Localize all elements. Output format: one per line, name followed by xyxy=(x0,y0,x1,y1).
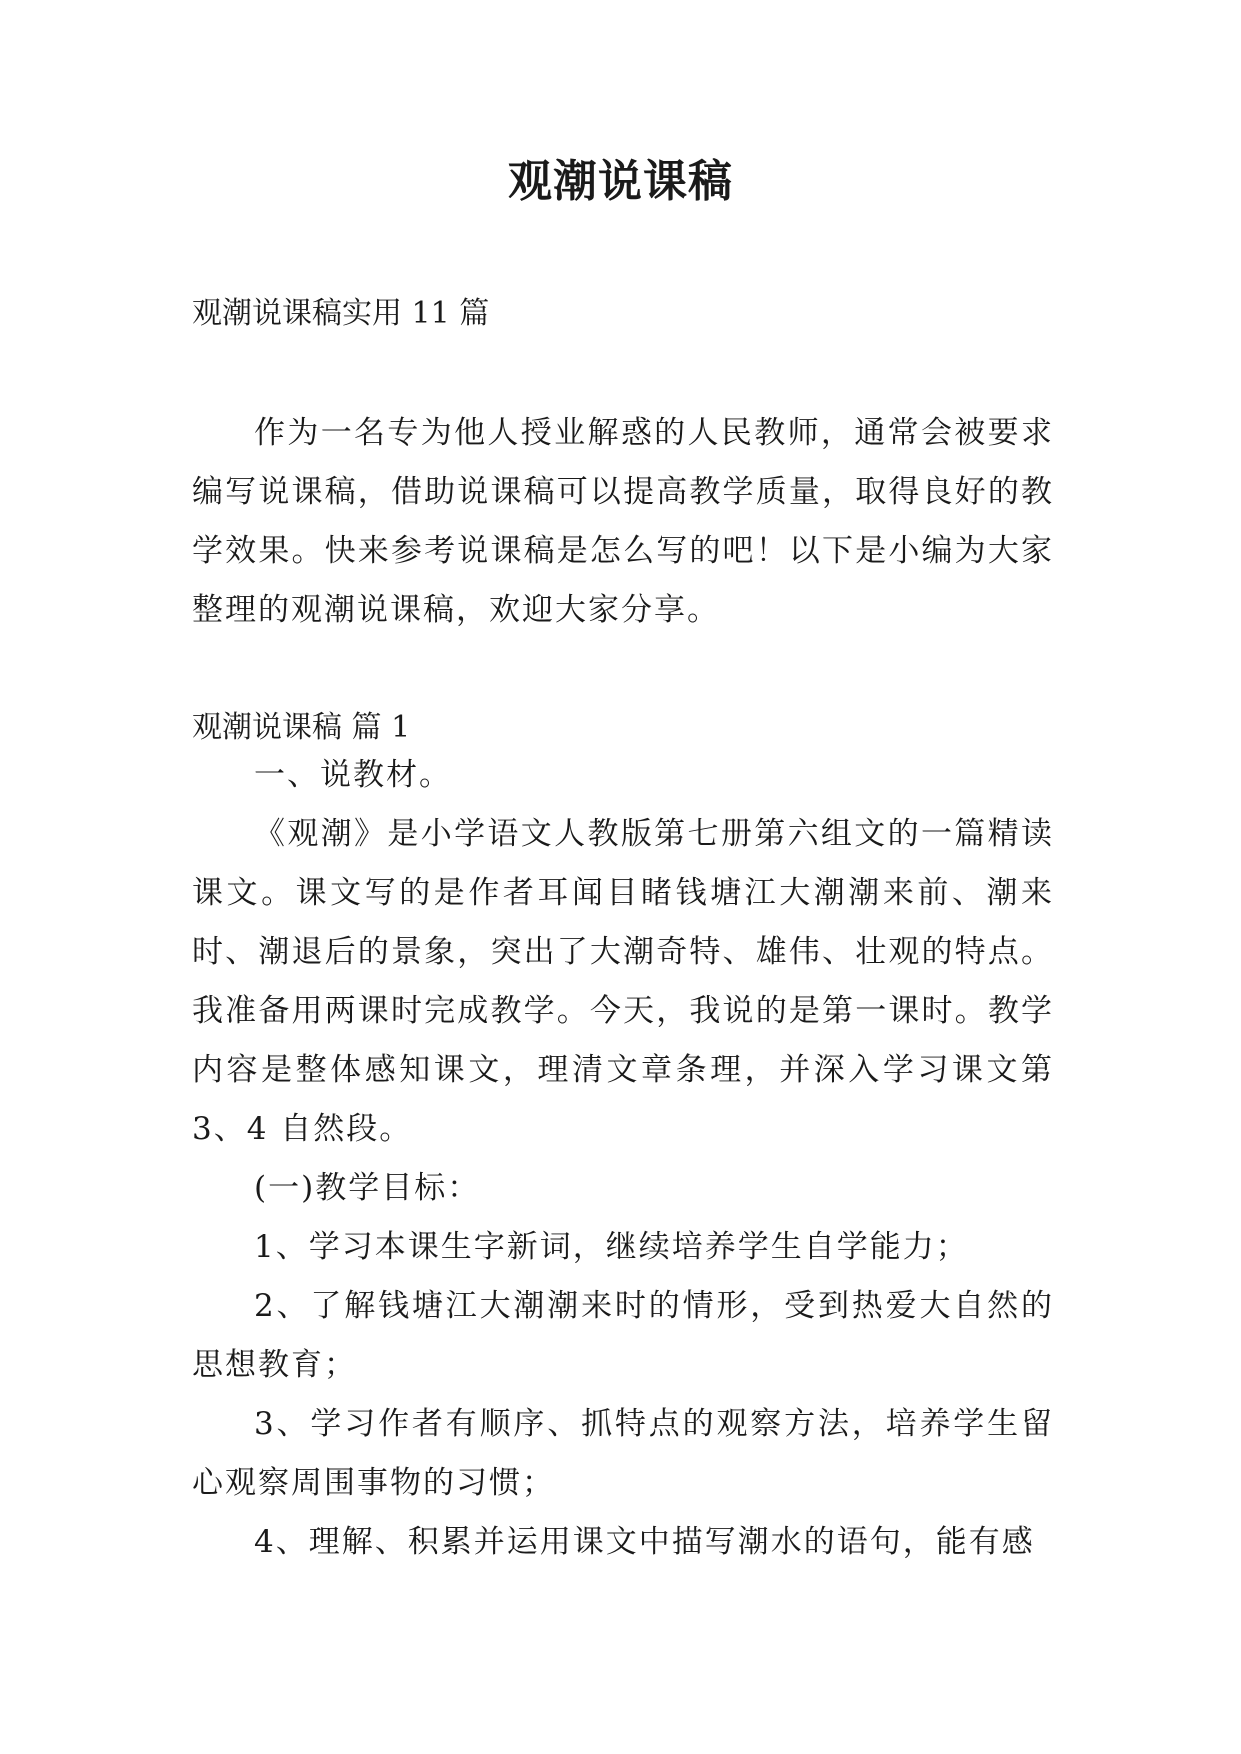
paragraph: 一、说教材。 xyxy=(254,757,452,793)
section-heading: 观潮说课稿 篇 1 xyxy=(192,710,411,745)
document-title: 观潮说课稿 xyxy=(508,156,733,207)
section-body xyxy=(192,746,1054,1572)
paragraph: 《观潮》是小学语文人教版第七册第六组文的一篇精读课文。课文写的是作者耳闻目睹钱塘江大潮潮来前、潮来时、潮退后的景象，突出了大潮奇特、雄伟、壮观的特点。我准备用两课时完成教学。今天，我说的是第一课时。教学内容是整体感知课文，理清文章条理，并深入学习课文第 3、4 自然段。 xyxy=(192,816,1054,1147)
intro-block xyxy=(192,404,1054,640)
document-subtitle: 观潮说课稿实用 11 篇 xyxy=(192,296,490,331)
paragraph: 3、学习作者有顺序、抓特点的观察方法，培养学生留心观察周围事物的习惯； xyxy=(192,1406,1054,1501)
paragraph: 2、了解钱塘江大潮潮来时的情形，受到热爱大自然的思想教育； xyxy=(192,1288,1054,1383)
paragraph: 1、学习本课生字新词，继续培养学生自学能力； xyxy=(254,1229,969,1265)
intro-paragraph: 作为一名专为他人授业解惑的人民教师，通常会被要求编写说课稿，借助说课稿可以提高教学质量，取得良好的教学效果。快来参考说课稿是怎么写的吧！以下是小编为大家整理的观潮说课稿，欢迎大家分享。 xyxy=(192,415,1054,628)
paragraph: (一)教学目标： xyxy=(254,1170,481,1206)
paragraph: 4、理解、积累并运用课文中描写潮水的语句，能有感 xyxy=(254,1524,1035,1560)
